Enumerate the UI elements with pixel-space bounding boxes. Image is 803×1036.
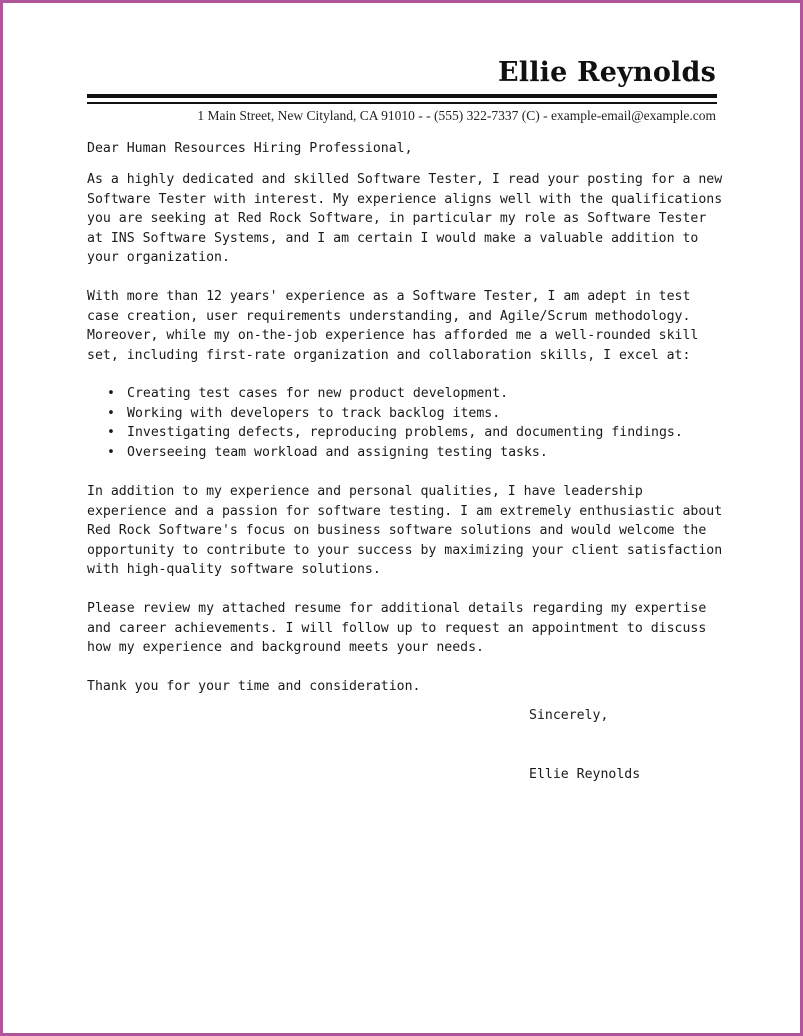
applicant-name: Ellie Reynolds [497,57,716,88]
contact-line: 1 Main Street, New Cityland, CA 91010 - - (555) 322-7337 (C) - example-email@example.com [197,108,716,123]
bullet-icon: • [107,425,115,441]
header-rule-thick [87,94,717,98]
thanks-line: Thank you for your time and consideration. [87,679,421,694]
list-item-text: Creating test cases for new product development. [127,386,509,401]
paragraph-leadership: In addition to my experience and personal qualities, I have leadership experience and a passion for software testing. I am extremely enthusiastic about Red Rock Software's focus on business software solutions and would welcome the opportunity to contribute to your success by maximizing your client satisfaction with high-quality software solutions. [87,484,723,578]
salutation: Dear Human Resources Hiring Professional, [87,141,413,156]
list-item [87,384,727,404]
signature-name: Ellie Reynolds [529,767,641,782]
paragraph-intro: As a highly dedicated and skilled Software Tester, I read your posting for a new Software Tester with interest. My experience aligns well with the qualifications you are seeking at Red Rock Software, in particular my role as Software Tester at INS Software Systems, and I am certain I would make a valuable addition to your organization. [87,172,723,266]
letter-page [3,3,800,1033]
list-item-text: Investigating defects, reproducing problems, and documenting findings. [127,425,683,441]
list-item [87,404,727,424]
bullet-icon: • [107,386,115,401]
list-item [87,423,727,443]
list-item-text: Working with developers to track backlog items. [127,405,501,421]
paragraph-follow-up: Please review my attached resume for additional details regarding my expertise and career achievements. I will follow up to request an appointment to discuss how my experience and background meets your needs. [87,601,707,656]
bullet-icon: • [107,444,115,460]
list-item [87,443,727,463]
header-rule-thin [87,102,717,104]
closing: Sincerely, [529,708,609,723]
document-frame [3,3,800,1033]
skills-list [87,384,727,462]
list-item-text: Overseeing team workload and assigning testing tasks. [127,444,548,460]
bullet-icon: • [107,405,115,421]
paragraph-experience: With more than 12 years' experience as a Software Tester, I am adept in test case creation, user requirements understanding, and Agile/Scrum methodology. Moreover, while my on-the-job experience has afforded me a well-rounded skill set, including first-rate organization and collaboration skills, I excel at: [87,289,699,363]
